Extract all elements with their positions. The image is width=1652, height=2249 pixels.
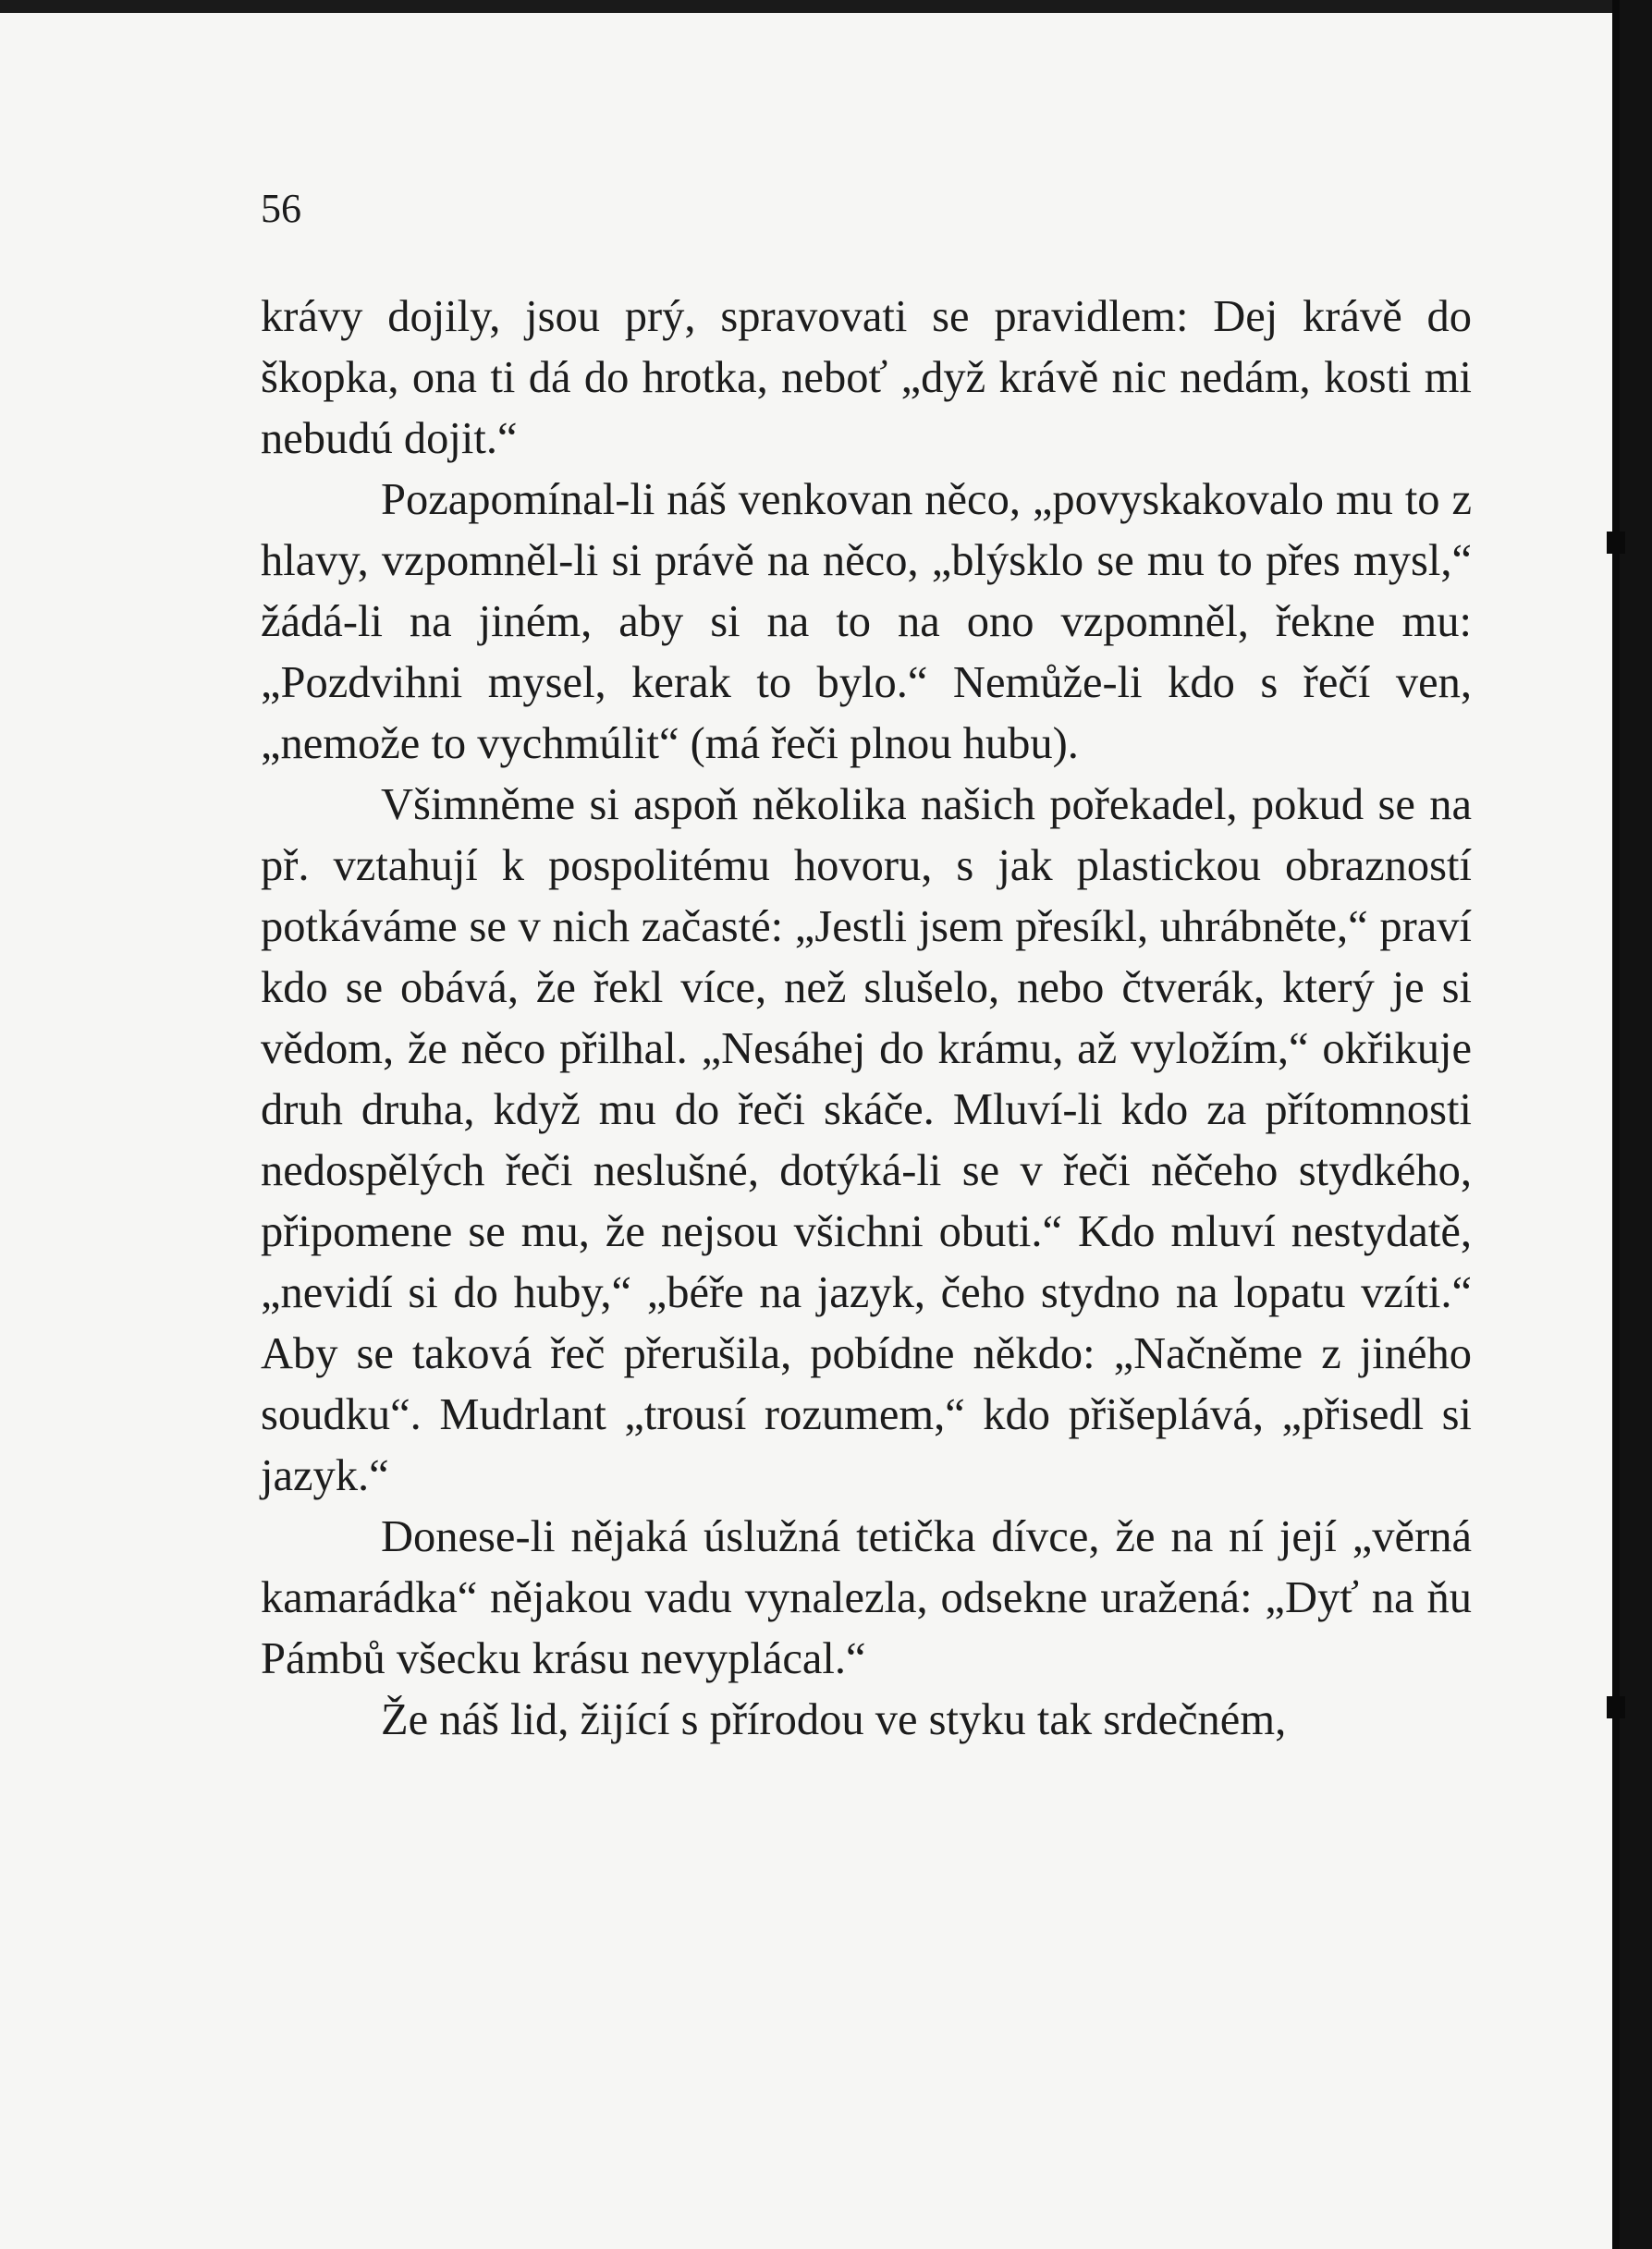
paragraph-4: Donese-li nějaká úslužná tetička dívce, že na ní její „věrná kamarádka“ nějakou vadu vynalezla, odsekne uražená: „Dyť na ňu Pámbů všecku krásu nevyplácal.“ [261,1512,1472,1683]
paragraph-1: krávy dojily, jsou prý, spravovati se pravidlem: Dej krávě do škopka, ona ti dá do hrotka, neboť „dyž krávě nic nedám, kosti mi nebudú dojit.“ [261,292,1472,463]
scan-right-edge [1615,0,1652,2249]
binding-notch [1607,1696,1625,1718]
binding-notch [1607,532,1625,554]
paragraph-3: Všimněme si aspoň několika našich pořekadel, pokud se na př. vztahují k pospolitému hovoru, s jak plastickou obrazností potkáváme se v nich začasté: „Jestli jsem přesíkl, uhrábněte,“ praví kdo se obává, že řekl více, než slušelo, nebo čtverák, který je si vědom, že něco přilhal. „Nesáhej do krámu, až vyložím,“ okřikuje druh druha, když mu do řeči skáče. Mluví-li kdo za přítomnosti nedospělých řeči neslušné, dotýká-li se v řeči něčeho stydkého, připomene se mu, že nejsou všichni obuti.“ Kdo mluví nestydatě, „nevidí si do huby,“ „béře na jazyk, čeho stydno na lopatu vzíti.“ Aby se taková řeč přerušila, pobídne někdo: „Načněme z jiného soudku“. Mudrlant „trousí rozumem,“ kdo přišeplává, „přisedl si jazyk.“ [261,780,1472,1500]
binding-line [1612,0,1620,2249]
body-text [261,287,1472,1751]
paragraph-2: Pozapomínal-li náš venkovan něco, „povyskakovalo mu to z hlavy, vzpomněl-li si právě na něco, „blýsklo se mu to přes mysl,“ žádá-li na jiném, aby si na to na ono vzpomněl, řekne mu: „Pozdvihni mysel, kerak to bylo.“ Nemůže-li kdo s řečí ven, „nemože to vychmúlit“ (má řeči plnou hubu). [261,475,1472,768]
scan-top-edge [0,0,1652,13]
page-number: 56 [261,186,301,231]
paragraph-5: Že náš lid, žijící s přírodou ve styku tak srdečném, [381,1695,1287,1744]
